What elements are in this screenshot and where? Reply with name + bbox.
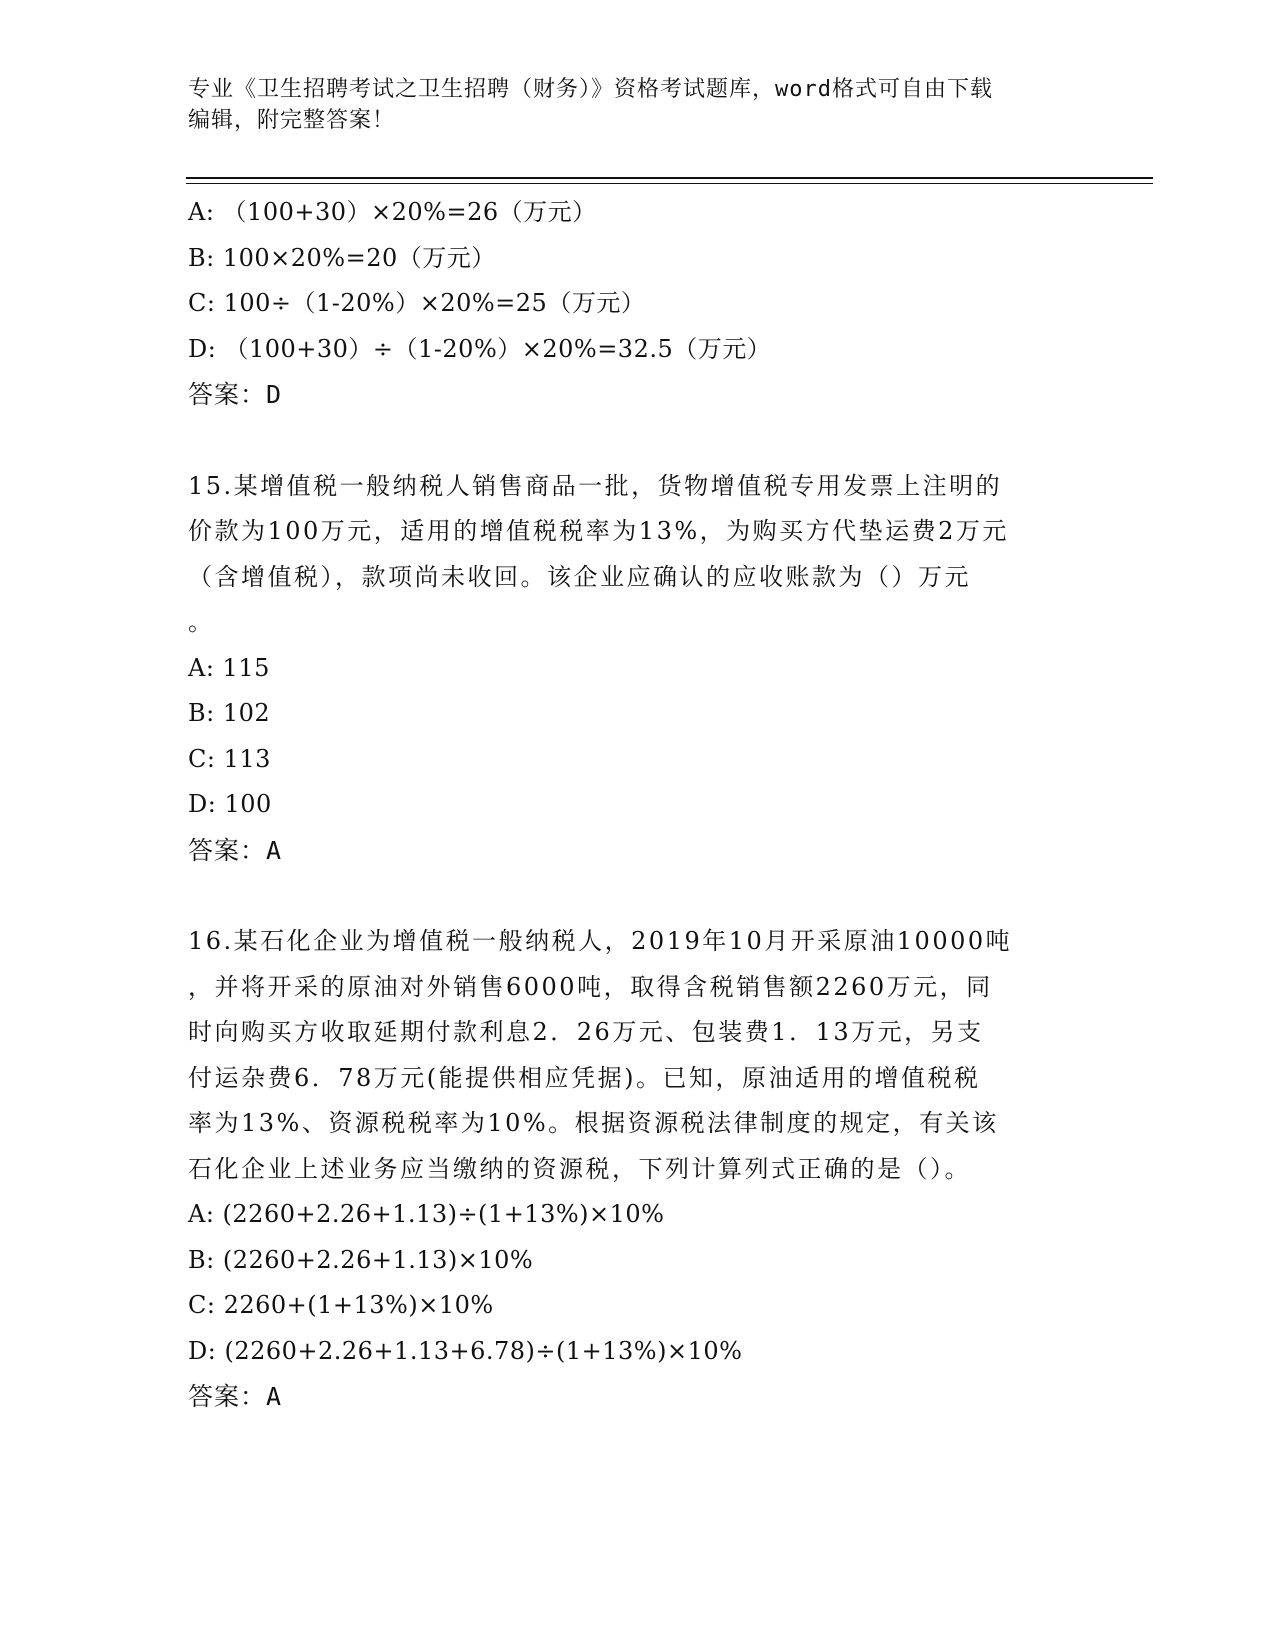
stem-line: 付运杂费6．78万元(能提供相应凭据)。已知，原油适用的增值税税 bbox=[188, 1063, 981, 1092]
question-content bbox=[188, 190, 1088, 1420]
option-c: C: 113 bbox=[188, 744, 271, 773]
option-a: A: 115 bbox=[188, 653, 270, 682]
option-a: A: (2260+2.26+1.13)÷(1+13%)×10% bbox=[188, 1200, 665, 1228]
document-header bbox=[188, 74, 1088, 136]
question-stem bbox=[188, 464, 1088, 646]
stem-line: 。 bbox=[188, 608, 215, 636]
question-14 bbox=[188, 190, 1088, 418]
option-d: D: 100 bbox=[188, 790, 272, 818]
stem-line: 15.某增值税一般纳税人销售商品一批，货物增值税专用发票上注明的 bbox=[188, 471, 1003, 500]
option-c: C: 2260+(1+13%)×10% bbox=[188, 1291, 494, 1319]
option-c: C: 100÷（1-20%）×20%=25（万元） bbox=[188, 289, 646, 317]
stem-line: 石化企业上述业务应当缴纳的资源税，下列计算列式正确的是（）。 bbox=[188, 1154, 971, 1183]
answer-line: 答案：A bbox=[188, 835, 283, 865]
option-b: B: 100×20%=20（万元） bbox=[188, 243, 496, 272]
stem-line: ，并将开采的原油对外销售6000吨，取得含税销售额2260万元，同 bbox=[188, 972, 993, 1001]
stem-line: （含增值税），款项尚未收回。该企业应确认的应收账款为（）万元 bbox=[188, 562, 971, 591]
answer-line: 答案：D bbox=[188, 380, 283, 409]
option-b: B: 102 bbox=[188, 699, 271, 727]
header-divider-thin bbox=[186, 183, 1153, 184]
stem-line: 率为13%、资源税税率为10%。根据资源税法律制度的规定，有关该 bbox=[188, 1109, 999, 1137]
header-line-1: 专业《卫生招聘考试之卫生招聘（财务）》资格考试题库，word格式可自由下载 bbox=[188, 77, 993, 102]
question-stem bbox=[188, 919, 1088, 1192]
option-d: D: (2260+2.26+1.13+6.78)÷(1+13%)×10% bbox=[188, 1336, 743, 1365]
option-b: B: (2260+2.26+1.13)×10% bbox=[188, 1245, 534, 1274]
stem-line: 价款为100万元，适用的增值税税率为13%，为购买方代垫运费2万元 bbox=[188, 517, 1009, 545]
option-d: D: （100+30）÷（1-20%）×20%=32.5（万元） bbox=[188, 334, 772, 363]
stem-line: 时向购买方收取延期付款利息2．26万元、包装费1．13万元，另支 bbox=[188, 1018, 984, 1046]
header-line-2: 编辑，附完整答案！ bbox=[188, 108, 396, 133]
answer-line: 答案：A bbox=[188, 1382, 283, 1411]
question-16 bbox=[188, 919, 1088, 1420]
header-divider-thick bbox=[186, 177, 1153, 179]
stem-line: 16.某石化企业为增值税一般纳税人，2019年10月开采原油10000吨 bbox=[188, 927, 1013, 955]
question-15 bbox=[188, 464, 1088, 874]
option-a: A: （100+30）×20%=26（万元） bbox=[188, 198, 597, 226]
